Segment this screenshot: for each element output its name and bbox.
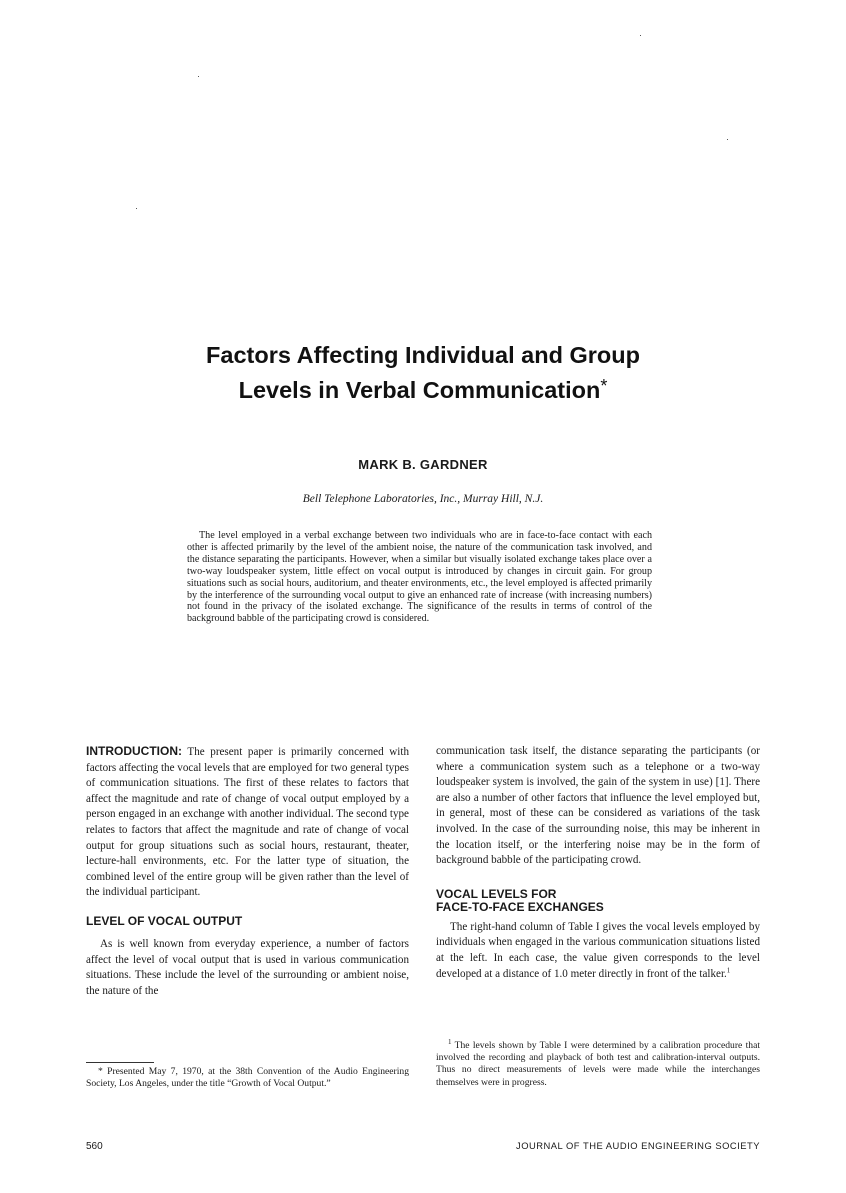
footnote-levels	[436, 1037, 760, 1089]
footnote-levels-text: The levels shown by Table I were determined by a calibration procedure that involved the recording and playback of both test and calibration-interval outputs. Thus no direct measurements of levels were made while the interchanges themselves were in progress.	[436, 1040, 760, 1088]
title-footnote-mark: *	[600, 376, 608, 396]
author-affiliation: Bell Telephone Laboratories, Inc., Murray Hill, N.J.	[302, 493, 544, 505]
title-line-1: Factors Affecting Individual and Group	[206, 342, 640, 368]
footnote-reference-mark: 1	[726, 965, 731, 974]
section-heading-face-to-face	[436, 888, 760, 914]
footnote-rule	[86, 1062, 154, 1063]
section-paragraph-text: The right-hand column of Table I gives the vocal levels employed by individuals when engaged in the various communication situations listed at the left. In each case, the value given corresponds to the level developed at a distance of 1.0 meter directly in front of the talker.	[436, 920, 760, 980]
page-number: 560	[86, 1141, 103, 1152]
article-title	[150, 340, 696, 406]
introduction-text: The present paper is primarily concerned with factors affecting the vocal levels that are employed for two general types of communication situations. The first of these relates to factors that affect the magnitude and rate of change of vocal output employed by a person engaged in an exchange with another individual. The second type relates to factors that affect the magnitude and rate of change of vocal output for group situations such as social hours, restaurant, theater, lecture-hall environments, etc. For the latter type of situation, the combined level of the entire group will be given rather than the level of the individual participant.	[86, 746, 409, 899]
section-heading-line-1: VOCAL LEVELS FOR	[436, 886, 557, 901]
section-heading-vocal-output: LEVEL OF VOCAL OUTPUT	[86, 913, 243, 928]
abstract: The level employed in a verbal exchange between two individuals who are in face-to-face contact with each other is affected primarily by the level of the ambient noise, the nature of the communication task involved, and the distance separating the participants. However, when a similar but visually isolated exchange takes place over a two-way loudspeaker system, little effect on vocal output is introduced by changes in circuit gain. For group situations such as social hours, auditorium, and theater environments, etc., the level employed is affected primarily by the interference of the surrounding vocal output to give an enhanced rate of increase (with increasing numbers) not found in the privacy of the isolated exchange. The significance of the results in terms of control of the background babble of the participating crowd is considered.	[187, 530, 652, 625]
continued-paragraph: communication task itself, the distance separating the participants (or where a communication system such as a telephone or a two-way loudspeaker system is involved, the gain of the system in use) [1]. There are also a number of other factors that influence the level employed but, in general, most of these can be considered as variations of the task involved. In the case of the surrounding noise, this may be inherent in the location itself, or the interfering noise may be in the form of background babble of the participating crowd.	[436, 745, 760, 867]
title-line-2-text: Levels in Verbal Communication	[238, 377, 601, 403]
left-column	[86, 744, 409, 999]
introduction-paragraph	[86, 744, 409, 901]
footnote-presented: * Presented May 7, 1970, at the 38th Convention of the Audio Engineering Society, Los Angeles, under the title “Growth of Vocal Output.”	[86, 1066, 409, 1090]
section-paragraph-vocal-output: As is well known from everyday experience, a number of factors affect the level of vocal output that is used in various communication situations. These include the level of the surrounding or ambient noise, the nature of the	[86, 937, 409, 997]
title-line-2	[150, 371, 696, 406]
section-paragraph-face-to-face	[436, 920, 760, 982]
right-column	[436, 744, 760, 982]
introduction-label: INTRODUCTION:	[86, 744, 182, 758]
author-name: MARK B. GARDNER	[358, 457, 488, 472]
section-heading-line-2: FACE-TO-FACE EXCHANGES	[436, 899, 604, 914]
footnote-levels-mark: 1	[448, 1037, 452, 1046]
journal-name: JOURNAL OF THE AUDIO ENGINEERING SOCIETY	[516, 1140, 760, 1151]
